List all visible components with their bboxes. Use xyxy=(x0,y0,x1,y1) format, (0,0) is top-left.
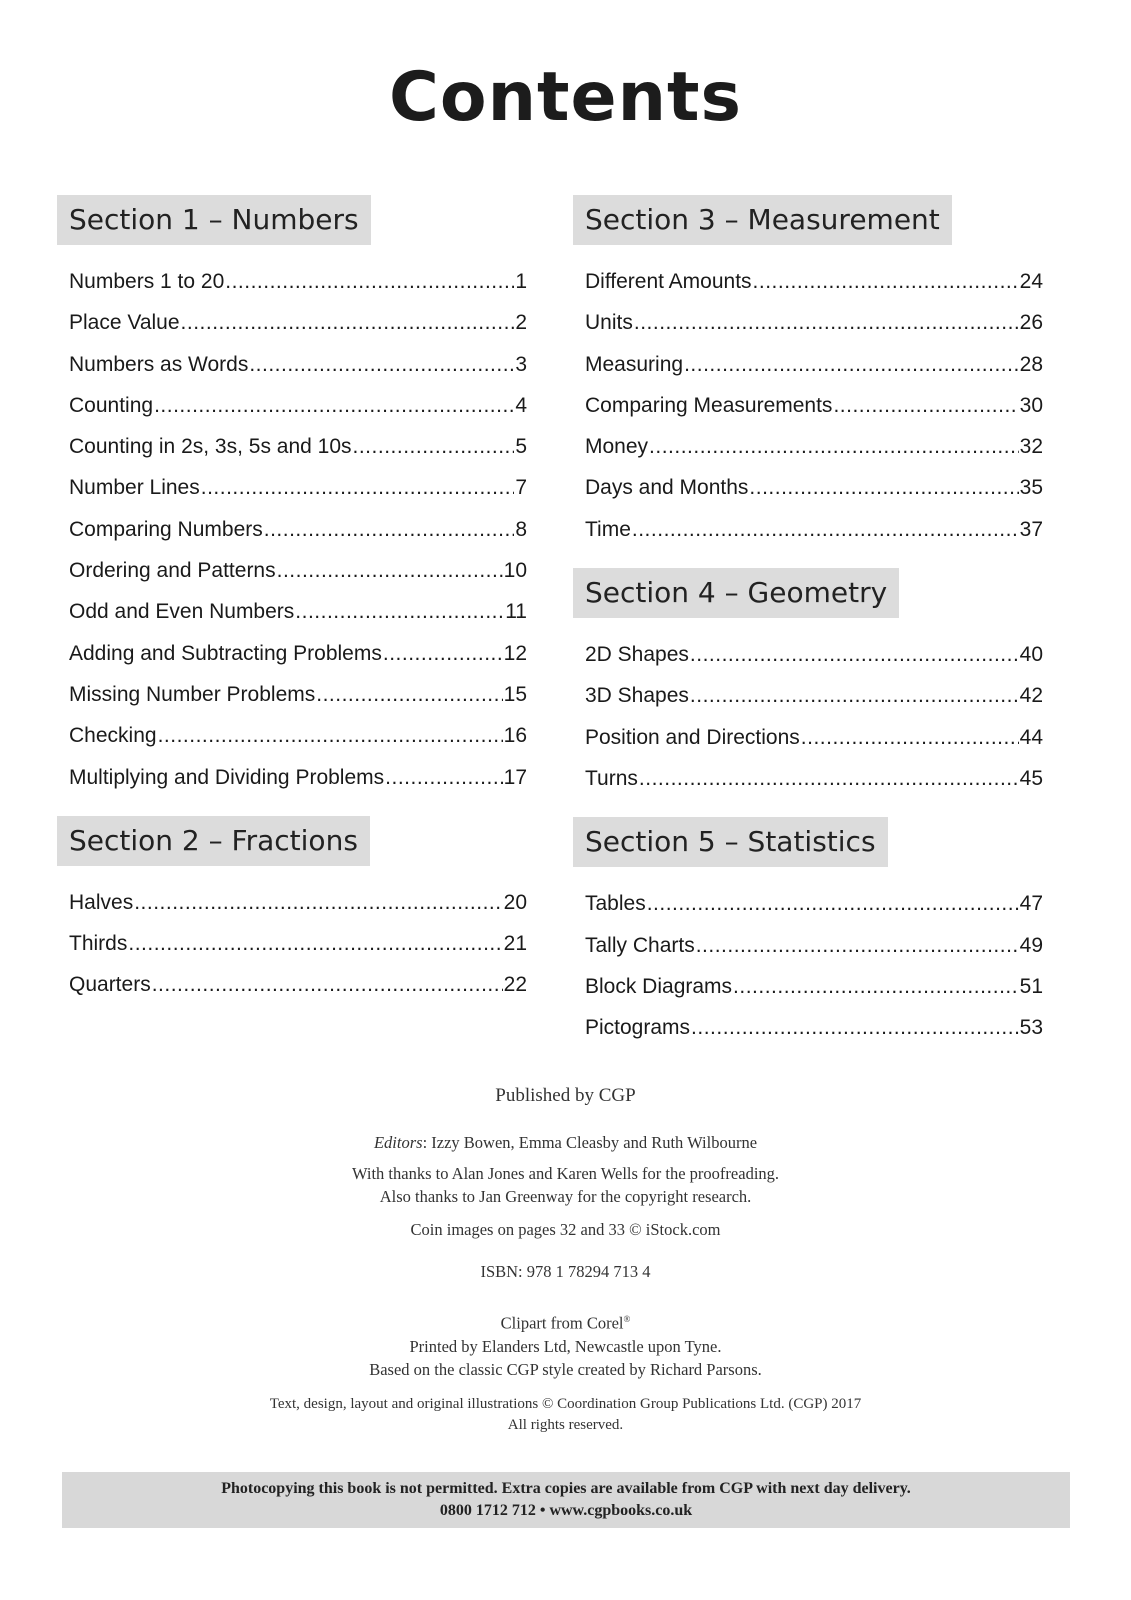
published-by: Published by CGP xyxy=(495,1085,636,1106)
toc-entry-page: 49 xyxy=(1019,933,1043,957)
toc-entry-label: Comparing Numbers xyxy=(69,517,263,541)
toc-entry-page: 40 xyxy=(1019,643,1043,667)
toc-entry-page: 35 xyxy=(1019,476,1043,500)
toc-entry xyxy=(69,261,527,302)
toc-leader-dots xyxy=(753,261,1019,302)
toc-entry xyxy=(585,1007,1043,1048)
toc-entry xyxy=(69,467,527,508)
toc-list xyxy=(573,634,1043,799)
section-heading: Section 3 – Measurement xyxy=(573,195,952,245)
section-heading: Section 4 – Geometry xyxy=(573,568,899,618)
toc-entry xyxy=(585,426,1043,467)
toc-leader-dots xyxy=(749,467,1018,508)
toc-entry-page: 4 xyxy=(515,393,527,417)
toc-entry xyxy=(69,715,527,756)
toc-entry-page: 16 xyxy=(503,724,527,748)
toc-entry-page: 30 xyxy=(1019,393,1043,417)
toc-entry-label: Money xyxy=(585,435,649,459)
toc-entry-label: Number Lines xyxy=(69,476,200,500)
toc-leader-dots xyxy=(634,302,1019,343)
toc-entry-page: 12 xyxy=(503,641,527,665)
toc-entry xyxy=(69,550,527,591)
toc-entry xyxy=(585,467,1043,508)
toc-entry-page: 28 xyxy=(1019,352,1043,376)
clipart-credit: Clipart from Corel xyxy=(500,1313,624,1333)
toc-leader-dots xyxy=(134,882,502,923)
toc-leader-dots xyxy=(353,426,515,467)
toc-leader-dots xyxy=(158,715,503,756)
toc-leader-dots xyxy=(295,591,504,632)
toc-leader-dots xyxy=(264,509,515,550)
toc-entry-page: 5 xyxy=(515,435,527,459)
toc-entry-label: Counting xyxy=(69,393,154,417)
toc-list xyxy=(573,261,1043,550)
toc-entry-label: Block Diagrams xyxy=(585,974,733,998)
toc-entry-label: Numbers 1 to 20 xyxy=(69,270,225,293)
toc-entry xyxy=(585,634,1043,675)
toc-leader-dots xyxy=(696,925,1019,966)
toc-entry-page: 32 xyxy=(1019,435,1043,459)
publishing-info xyxy=(0,1085,1131,1436)
toc-leader-dots xyxy=(639,758,1019,799)
toc-entry-label: Thirds xyxy=(69,932,128,956)
toc-entry-label: Checking xyxy=(69,724,157,748)
toc-entry-page: 3 xyxy=(515,352,527,376)
toc-entry xyxy=(69,923,527,964)
toc-entry-label: Odd and Even Numbers xyxy=(69,600,295,624)
toc-entry-label: Measuring xyxy=(585,352,684,376)
toc-entry xyxy=(69,591,527,632)
printed-by: Printed by Elanders Ltd, Newcastle upon Tyne. xyxy=(409,1336,722,1356)
section-heading: Section 2 – Fractions xyxy=(57,816,370,866)
toc-entry-label: Multiplying and Dividing Problems xyxy=(69,765,385,789)
toc-entry-label: Tables xyxy=(585,892,646,916)
toc-leader-dots xyxy=(632,509,1019,550)
registered-mark: ® xyxy=(623,1314,631,1324)
toc-leader-dots xyxy=(225,261,514,302)
footer-line-1: Photocopying this book is not permitted. Extra copies are available from CGP with next day delivery. xyxy=(221,1480,911,1497)
toc-entry xyxy=(585,385,1043,426)
toc-section xyxy=(573,568,1043,799)
toc-entry xyxy=(585,925,1043,966)
toc-leader-dots xyxy=(249,344,514,385)
editors-names: : Izzy Bowen, Emma Cleasby and Ruth Wilbourne xyxy=(422,1133,758,1152)
toc-section xyxy=(57,195,527,798)
toc-entry-page: 11 xyxy=(505,600,527,624)
toc-list xyxy=(57,261,527,798)
toc-entry xyxy=(585,344,1043,385)
toc-entry xyxy=(585,758,1043,799)
toc-leader-dots xyxy=(649,426,1019,467)
toc-entry-page: 21 xyxy=(503,932,527,956)
toc-entry-page: 8 xyxy=(515,517,527,541)
toc-entry-label: 3D Shapes xyxy=(585,684,689,708)
toc-entry-page: 17 xyxy=(503,765,527,789)
toc-entry-label: Adding and Subtracting Problems xyxy=(69,641,382,665)
toc-entry-label: Days and Months xyxy=(585,476,749,500)
toc-entry xyxy=(69,882,527,923)
toc-entry-label: Halves xyxy=(69,890,134,914)
footer-notice-bar xyxy=(62,1472,1070,1528)
toc-entry xyxy=(585,302,1043,343)
toc-leader-dots xyxy=(833,385,1018,426)
toc-section xyxy=(573,195,1043,550)
page-title: Contents xyxy=(388,58,743,137)
toc-entry-label: Turns xyxy=(585,766,638,790)
toc-entry-page: 44 xyxy=(1019,725,1043,749)
toc-leader-dots xyxy=(152,964,503,1005)
toc-entry xyxy=(69,757,527,798)
toc-entry xyxy=(69,344,527,385)
toc-entry-page: 53 xyxy=(1019,1016,1043,1040)
toc-leader-dots xyxy=(154,385,514,426)
toc-section xyxy=(573,817,1043,1048)
toc-entry-page: 15 xyxy=(503,682,527,706)
toc-entry-label: Quarters xyxy=(69,973,151,997)
toc-entry-page: 22 xyxy=(503,973,527,997)
toc-entry-label: Time xyxy=(585,517,631,541)
toc-list xyxy=(57,882,527,1006)
section-heading: Section 5 – Statistics xyxy=(573,817,888,867)
toc-left-column xyxy=(57,195,527,1006)
toc-entry-page: 1 xyxy=(515,270,527,293)
toc-leader-dots xyxy=(691,1007,1019,1048)
toc-leader-dots xyxy=(801,717,1019,758)
toc-leader-dots xyxy=(201,467,515,508)
toc-entry-label: Place Value xyxy=(69,311,180,335)
based-on: Based on the classic CGP style created by Richard Parsons. xyxy=(369,1359,762,1379)
toc-entry-page: 47 xyxy=(1019,892,1043,916)
toc-entry-label: Pictograms xyxy=(585,1016,691,1040)
thanks-line-1: With thanks to Alan Jones and Karen Wells for the proofreading. xyxy=(351,1164,780,1183)
toc-entry-page: 45 xyxy=(1019,766,1043,790)
toc-entry-page: 24 xyxy=(1019,270,1043,293)
toc-entry xyxy=(69,509,527,550)
toc-entry-page: 37 xyxy=(1019,517,1043,541)
toc-leader-dots xyxy=(128,923,502,964)
rights-reserved: All rights reserved. xyxy=(507,1416,624,1433)
toc-entry xyxy=(69,674,527,715)
toc-entry xyxy=(585,966,1043,1007)
toc-leader-dots xyxy=(277,550,503,591)
isbn: ISBN: 978 1 78294 713 4 xyxy=(480,1262,651,1281)
thanks-line-2: Also thanks to Jan Greenway for the copyright research. xyxy=(379,1187,752,1206)
toc-leader-dots xyxy=(316,674,502,715)
clipart-line xyxy=(0,1308,1131,1335)
toc-entry xyxy=(585,675,1043,716)
toc-entry-page: 51 xyxy=(1019,974,1043,998)
toc-entry-page: 26 xyxy=(1019,311,1043,335)
toc-entry-label: Missing Number Problems xyxy=(69,682,316,706)
toc-leader-dots xyxy=(181,302,515,343)
toc-entry xyxy=(69,426,527,467)
toc-entry-label: Tally Charts xyxy=(585,933,695,957)
toc-entry xyxy=(585,717,1043,758)
toc-entry xyxy=(585,509,1043,550)
toc-entry xyxy=(69,964,527,1005)
coin-images-credit: Coin images on pages 32 and 33 © iStock.com xyxy=(410,1220,721,1239)
toc-leader-dots xyxy=(647,883,1019,924)
copyright-notice: Text, design, layout and original illustrations © Coordination Group Publications Ltd. (CGP) 2017 xyxy=(269,1395,862,1412)
toc-leader-dots xyxy=(385,757,502,798)
toc-entry-label: Position and Directions xyxy=(585,725,800,749)
toc-entry-label: Counting in 2s, 3s, 5s and 10s xyxy=(69,435,352,459)
editors-line xyxy=(0,1131,1131,1154)
toc-entry-page: 42 xyxy=(1019,684,1043,708)
toc-section xyxy=(57,816,527,1006)
editors-label: Editors xyxy=(373,1133,423,1152)
footer-line-2: 0800 1712 712 • www.cgpbooks.co.uk xyxy=(439,1502,693,1519)
toc-entry xyxy=(69,302,527,343)
toc-entry-label: Ordering and Patterns xyxy=(69,559,276,583)
toc-entry xyxy=(585,883,1043,924)
toc-leader-dots xyxy=(684,344,1019,385)
toc-entry xyxy=(69,633,527,674)
toc-entry-label: Different Amounts xyxy=(585,270,752,293)
toc-entry-label: 2D Shapes xyxy=(585,643,689,667)
toc-leader-dots xyxy=(383,633,503,674)
toc-entry-label: Comparing Measurements xyxy=(585,393,833,417)
toc-leader-dots xyxy=(690,634,1019,675)
toc-leader-dots xyxy=(733,966,1019,1007)
toc-leader-dots xyxy=(690,675,1019,716)
toc-right-column xyxy=(573,195,1043,1048)
toc-entry-page: 7 xyxy=(515,476,527,500)
toc-entry-label: Units xyxy=(585,311,633,335)
toc-entry-page: 20 xyxy=(503,890,527,914)
toc-entry xyxy=(69,385,527,426)
toc-list xyxy=(573,883,1043,1048)
toc-entry-label: Numbers as Words xyxy=(69,352,249,376)
toc-entry-page: 2 xyxy=(515,311,527,335)
toc-entry xyxy=(585,261,1043,302)
toc-entry-page: 10 xyxy=(503,559,527,583)
section-heading: Section 1 – Numbers xyxy=(57,195,371,245)
